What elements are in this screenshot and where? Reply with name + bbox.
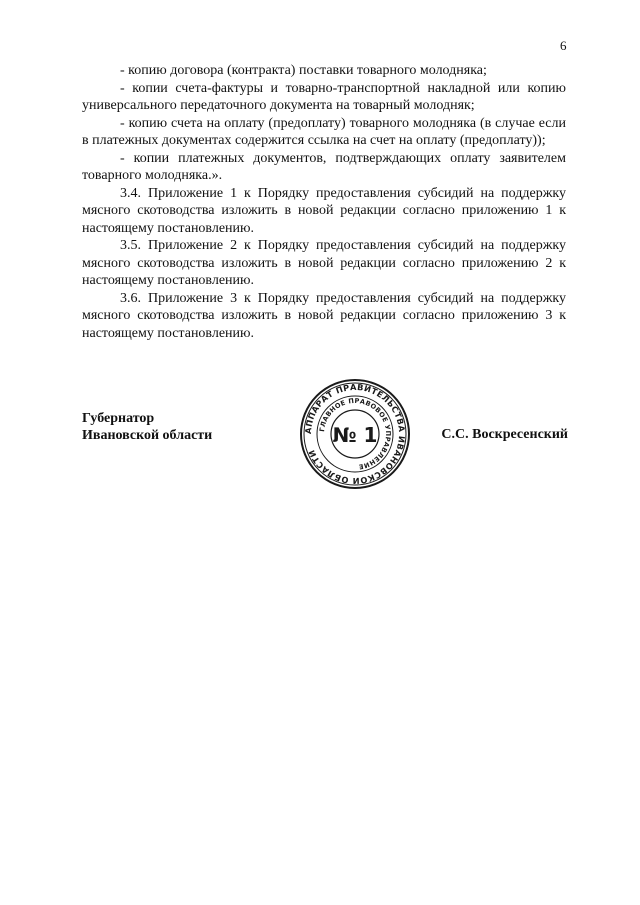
paragraph-3-5: 3.5. Приложение 2 к Порядку предоставления субсидий на поддержку мясного скотоводства изложить в новой редакции согласно приложению 2 к настоящему постановлению.: [82, 238, 566, 288]
seal-inner-text: ГЛАВНОЕ ПРАВОВОЕ УПРАВЛЕНИЕ: [318, 396, 393, 471]
paragraph-3-4: 3.4. Приложение 1 к Порядку предоставления субсидий на поддержку мясного скотоводства изложить в новой редакции согласно приложению 1 к настоящему постановлению.: [82, 185, 566, 236]
official-seal: [299, 378, 411, 490]
signatory-name: С.С. Воскресенский: [441, 427, 568, 442]
page-number: 6: [560, 38, 567, 53]
paragraph-2: - копии счета-фактуры и товарно-транспортной накладной или копию универсального передаточного документа на товарный молодняк;: [82, 80, 566, 113]
document-body: [82, 62, 566, 342]
signatory-title-line1: Губернатор: [82, 411, 155, 426]
paragraph-1: - копию договора (контракта) поставки товарного молодняка;: [120, 63, 487, 78]
signatory-title: [82, 410, 212, 444]
seal-center-text: № 1: [332, 423, 378, 447]
paragraph-3: - копию счета на оплату (предоплату) товарного молодняка (в случае если в платежных документах содержится ссылка на счет на оплату (предоплату));: [82, 115, 566, 148]
paragraph-3-6: 3.6. Приложение 3 к Порядку предоставления субсидий на поддержку мясного скотоводства изложить в новой редакции согласно приложению 3 к настоящему постановлению.: [82, 290, 566, 341]
paragraph-4: - копии платежных документов, подтверждающих оплату заявителем товарного молодняка.».: [82, 150, 566, 183]
seal-outer-text: АППАРАТ ПРАВИТЕЛЬСТВА ИВАНОВСКОЙ ОБЛАСТИ: [302, 381, 408, 487]
signatory-title-line2: Ивановской области: [82, 428, 213, 443]
